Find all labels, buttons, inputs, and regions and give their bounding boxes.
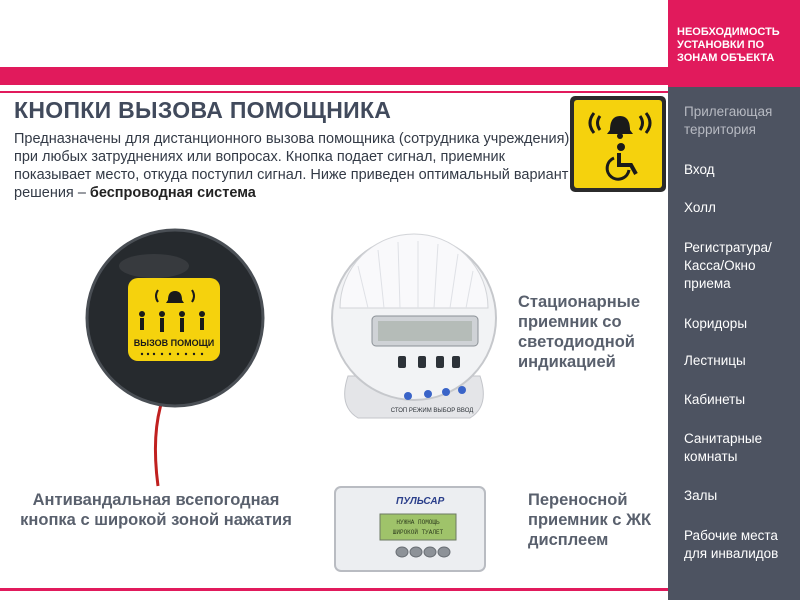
sidebar-list bbox=[668, 87, 800, 600]
portable-screen-line2: ШИРОКОЙ ТУАЛЕТ bbox=[392, 529, 444, 536]
description-text: Предназначены для дистанционного вызова помощника (сотрудника учреждения) при любых затруднениях или вопросах. Кнопка подает сигнал, приемник показывает место, откуда поступил сигнал. Ниже приведен оптимальный вариант решения – bbox=[14, 131, 570, 201]
stationary-receiver-caption: Стационарные приемник со светодиодной индикацией bbox=[518, 293, 640, 371]
sidebar-item-entrance[interactable]: Вход bbox=[684, 162, 715, 177]
button-wheelchair-icon bbox=[139, 311, 145, 317]
call-sign-image bbox=[570, 96, 666, 192]
stationary-receiver-image bbox=[328, 226, 500, 428]
sidebar-item-workplaces[interactable]: Рабочие места для инвалидов bbox=[684, 528, 779, 561]
footer-accent-bar bbox=[0, 588, 668, 591]
call-button-caption: Антивандальная всепогодная кнопка с широкой зоной нажатия bbox=[20, 491, 292, 529]
button-stroller-icon bbox=[199, 311, 205, 317]
page-title: КНОПКИ ВЫЗОВА ПОМОЩНИКА bbox=[14, 97, 392, 123]
header-accent-rule bbox=[0, 91, 668, 93]
sidebar-item-corridors[interactable]: Коридоры bbox=[684, 316, 748, 331]
sidebar-header-panel bbox=[668, 0, 800, 87]
sidebar-item-hall[interactable]: Холл bbox=[684, 200, 716, 215]
sidebar-item-stairs[interactable]: Лестницы bbox=[684, 353, 746, 368]
description-emphasis: беспроводная система bbox=[89, 185, 256, 201]
header-accent-bar bbox=[0, 67, 668, 85]
sidebar-item-reception[interactable]: Регистратура/ Касса/Окно приема bbox=[684, 240, 772, 291]
description bbox=[14, 130, 579, 202]
portable-brand: ПУЛЬСАР bbox=[396, 496, 445, 507]
sidebar-item-halls[interactable]: Залы bbox=[684, 488, 718, 503]
button-label: ВЫЗОВ ПОМОЩИ bbox=[133, 338, 215, 348]
button-elderly-icon bbox=[159, 311, 165, 317]
call-button-image bbox=[84, 218, 266, 488]
sidebar-item-sanitary-rooms[interactable]: Санитарные комнаты bbox=[684, 431, 763, 464]
button-walking-icon bbox=[179, 311, 185, 317]
portable-screen-line1: НУЖНА ПОМОЩЬ bbox=[396, 519, 440, 526]
receiver-buttons-label: СТОП РЕЖИМ ВЫБОР ВВОД bbox=[390, 408, 474, 414]
sidebar-header: НЕОБХОДИМОСТЬ УСТАНОВКИ ПО ЗОНАМ ОБЪЕКТА bbox=[677, 26, 780, 64]
sidebar bbox=[668, 0, 800, 600]
sidebar-item-offices[interactable]: Кабинеты bbox=[684, 392, 746, 407]
sidebar-item-adjacent-territory[interactable]: Прилегающая территория bbox=[684, 104, 773, 137]
portable-receiver-image bbox=[334, 486, 486, 572]
portable-receiver-caption: Переносной приемник с ЖК дисплеем bbox=[528, 491, 652, 549]
